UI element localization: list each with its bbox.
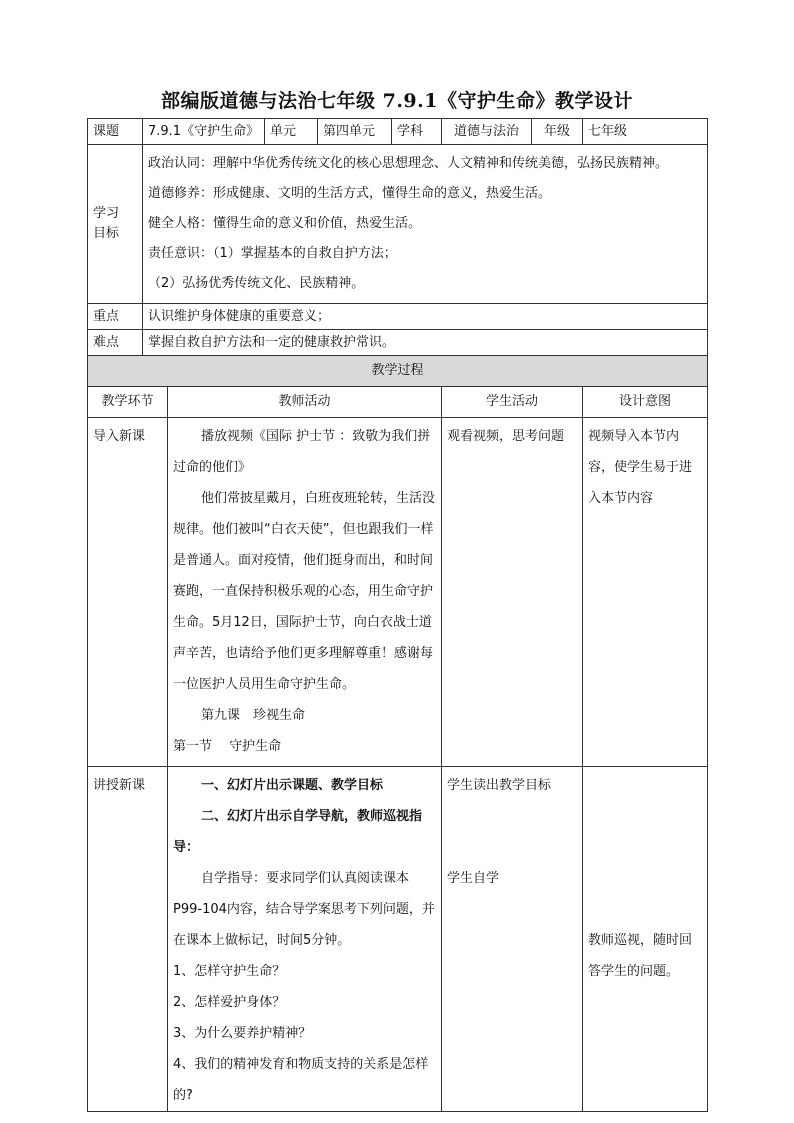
lesson-heading: 第九课 珍视生命 (201, 708, 306, 723)
goals-label-line2: 目标 (93, 226, 120, 241)
goals-label-line1: 学习 (93, 206, 120, 221)
difficulty-label: 难点 (88, 330, 143, 356)
unit-value: 第四单元 (318, 119, 392, 145)
student-text: 学生读出教学目标 (447, 778, 552, 793)
intent-text: 视频导入本节内容，使学生易于进入本节内容 (588, 429, 693, 506)
process-title: 教学过程 (88, 356, 708, 387)
question-item: 4、我们的精神发育和物质支持的关系是怎样的? (173, 1057, 429, 1103)
lesson-plan-table (87, 118, 708, 1112)
subject-value: 道德与法治 (442, 119, 532, 145)
stage-cell (88, 418, 168, 767)
goal-item: （2）弘扬优秀传统文化、民族精神。 (148, 276, 365, 291)
difficulty-row (88, 330, 708, 356)
teacher-step: 二、幻灯片出示自学导航，教师巡视指导： (173, 809, 423, 855)
student-activity (442, 767, 583, 1112)
student-activity (442, 418, 583, 767)
teacher-activity (168, 418, 442, 767)
question-item: 2、怎样爱护身体？ (173, 995, 286, 1010)
key-point-value: 认识维护身体健康的重要意义； (143, 304, 708, 330)
design-intent (583, 767, 708, 1112)
student-text: 学生自学 (447, 871, 500, 886)
goals-content (143, 145, 708, 304)
teacher-paragraph: 他们常披星戴月，白班夜班轮转，生活没规律。他们被叫“白衣天使”，但也跟我们一样是普通人。面对疫情，他们挺身而出，和时间赛跑，一直保持积极乐观的心态，用生命守护生命。5月12日，国际护士节，向白衣战士道声辛苦，也请给予他们更多理解尊重！感谢每一位医护人员用生命守护生命。 (173, 491, 436, 692)
grade-label: 年级 (532, 119, 583, 145)
stage-label: 导入新课 (93, 429, 146, 444)
question-item: 3、为什么要养护精神？ (173, 1026, 312, 1041)
goals-label (88, 145, 143, 304)
page-title: 部编版道德与法治七年级 7.9.1《守护生命》教学设计 (160, 90, 633, 112)
header-row (88, 119, 708, 145)
column-header: 教师活动 (168, 387, 442, 418)
grade-value: 七年级 (583, 119, 708, 145)
question-item: 1、怎样守护生命？ (173, 964, 286, 979)
goal-item: 道德修养：形成健康、文明的生活方式，懂得生命的意义，热爱生活。 (148, 186, 552, 201)
teacher-activity (168, 767, 442, 1112)
goals-row (88, 145, 708, 304)
teacher-paragraph: 播放视频《国际 护士节 ：致敬为我们拼过命的他们》 (173, 429, 431, 475)
intent-text: 教师巡视，随时回答学生的问题。 (588, 933, 693, 979)
course-label: 课题 (88, 119, 143, 145)
column-header: 教学环节 (88, 387, 168, 418)
key-point-label: 重点 (88, 304, 143, 330)
goal-item: 政治认同：理解中华优秀传统文化的核心思想理念、人文精神和传统美德，弘扬民族精神。 (148, 156, 669, 171)
process-header-row (88, 387, 708, 418)
stage-cell (88, 767, 168, 1112)
stage-label: 讲授新课 (93, 778, 146, 793)
process-row-lecture (88, 767, 708, 1112)
column-header: 学生活动 (442, 387, 583, 418)
key-point-row (88, 304, 708, 330)
course-value: 7.9.1《守护生命》 (143, 119, 265, 145)
goal-item: 责任意识：（1）掌握基本的自救自护方法； (148, 246, 397, 261)
section-heading: 第一节 守护生命 (173, 739, 282, 754)
student-text: 观看视频，思考问题 (447, 429, 565, 444)
goal-item: 健全人格：懂得生命的意义和价值，热爱生活。 (148, 216, 422, 231)
unit-label: 单元 (265, 119, 318, 145)
process-row-intro (88, 418, 708, 767)
column-header: 设计意图 (583, 387, 708, 418)
teacher-paragraph: 自学指导：要求同学们认真阅读课本 P99-104内容，结合导学案思考下列问题，并在课本上做标记，时间5分钟。 (173, 871, 435, 948)
subject-label: 学科 (392, 119, 442, 145)
design-intent (583, 418, 708, 767)
difficulty-value: 掌握自救自护方法和一定的健康救护常识。 (143, 330, 708, 356)
teacher-step: 一、幻灯片出示课题、教学目标 (201, 778, 384, 793)
process-title-row (88, 356, 708, 387)
